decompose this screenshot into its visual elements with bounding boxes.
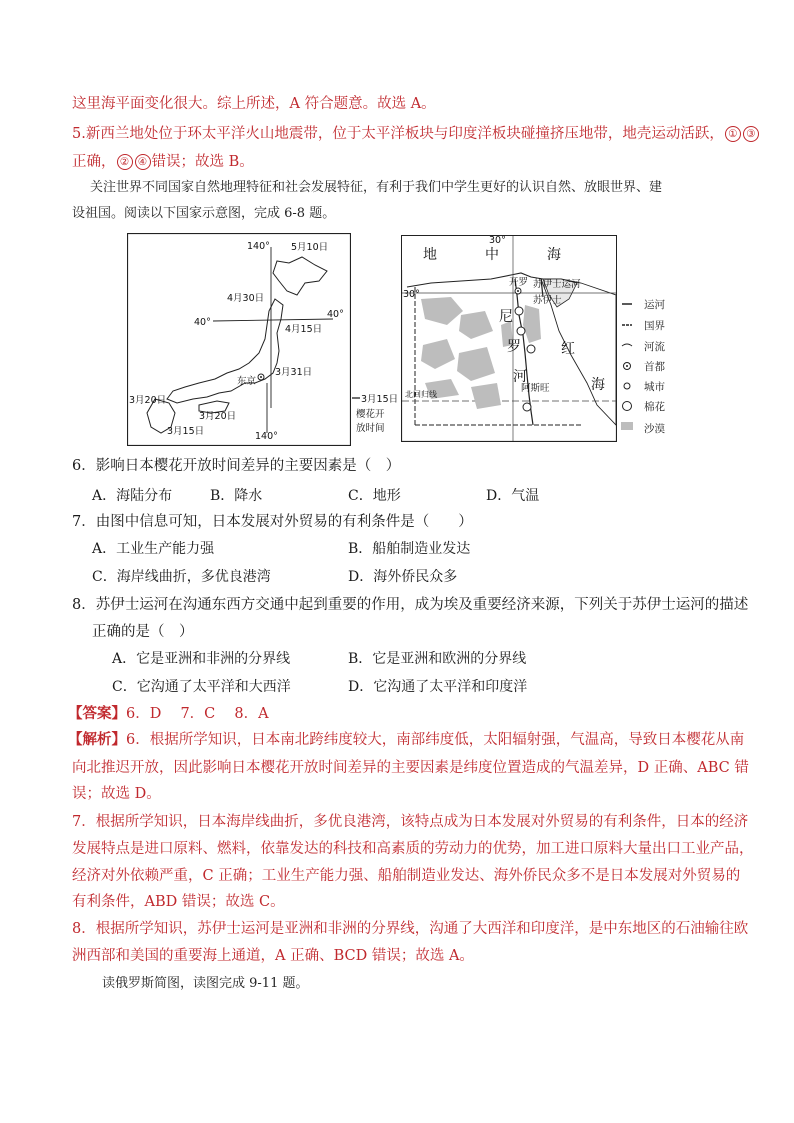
lbl-red-1: 红 [561, 341, 575, 357]
lbl-cairo: 开罗 [509, 277, 529, 288]
lbl-apr30: 4月30日 [227, 293, 265, 304]
circled-3: ③ [743, 126, 759, 142]
q7-stem: 7．由图中信息可知，日本发展对外贸易的有利条件是（ ） [72, 514, 473, 530]
analysis-p7-l3: 经济对外依赖严重，C 正确；工业生产能力强、船舶制造业发达、海外侨民众多不是日本发展对外贸易的 [72, 868, 741, 884]
legend-capital: 首都 [644, 361, 665, 373]
answer-tag: 【答案】 [68, 705, 126, 722]
lbl-40-left: 40° [194, 317, 211, 328]
lbl-med-3: 海 [547, 247, 561, 263]
intro-line1: 关注世界不同国家自然地理特征和社会发展特征，有利于我们中学生更好的认识自然、放眼世界、建 [90, 180, 663, 195]
lbl-red-2: 海 [591, 377, 605, 393]
analysis-p7-l2: 发展特点是进口原料、燃料，依靠发达的科技和高素质的劳动力的优势，加工进口原料大量出口工业产品， [72, 841, 754, 857]
q8-option-b: B．它是亚洲和欧洲的分界线 [348, 651, 527, 667]
lbl-30-left: 30° [403, 289, 420, 300]
q8-option-a: A．它是亚洲和非洲的分界线 [112, 651, 291, 667]
lbl-aswan: 阿斯旺 [521, 383, 550, 394]
legend-city-symbol [624, 383, 630, 389]
japan-map [127, 233, 351, 446]
lbl-nile-2: 罗 [507, 339, 521, 355]
analysis-line1 [68, 730, 744, 750]
legend-city: 城市 [644, 381, 665, 393]
analysis-p8-l2: 洲西部和美国的重要海上通道，A 正确、BCD 错误；故选 A。 [72, 948, 474, 964]
lbl-nile-3: 河 [513, 369, 527, 385]
sakura-legend [352, 390, 400, 440]
lbl-side-date: 3月15日 [361, 394, 399, 405]
circled-1: ① [725, 126, 741, 142]
q6-stem: 6．影响日本樱花开放时间差异的主要因素是（ ） [72, 458, 401, 474]
lbl-may10: 5月10日 [291, 242, 329, 253]
q7-option-b: B．船舶制造业发达 [348, 541, 471, 557]
lbl-mar31: 3月31日 [275, 367, 313, 378]
lbl-med-2: 中 [485, 247, 499, 263]
legend-river-symbol [622, 344, 632, 346]
q6-option-c: C．地形 [348, 488, 401, 504]
q8-option-d: D．它沟通了太平洋和印度洋 [348, 679, 528, 695]
analysis-p6-l3: 误；故选 D。 [72, 786, 161, 802]
lbl-140-bottom: 140° [255, 431, 278, 442]
lbl-side-text1: 樱花开 [356, 409, 385, 420]
analysis-p8-l1: 8．根据所学知识，苏伊士运河是亚洲和非洲的分界线，沟通了大西洋和印度洋，是中东地区的石油输往欧 [72, 921, 749, 937]
prev-explanation-line: 这里海平面变化很大。综上所述，A 符合题意。故选 A。 [72, 96, 436, 112]
legend-cotton: 棉花 [644, 401, 665, 413]
lbl-mar20b: 3月20日 [199, 411, 237, 422]
lbl-med-1: 地 [423, 247, 437, 263]
egypt-legend-symbols [620, 294, 636, 444]
lbl-40-right: 40° [327, 309, 344, 320]
q6-option-a: A．海陆分布 [92, 488, 173, 504]
q5-explanation-line1 [72, 124, 760, 144]
legend-desert: 沙漠 [644, 423, 665, 435]
lbl-140-top: 140° [247, 241, 270, 252]
analysis-p7-l4: 有利条件，ABD 错误；故选 C。 [72, 894, 285, 910]
lbl-tropic: 北回归线 [405, 390, 437, 399]
answer-line [68, 704, 269, 724]
circled-4: ④ [135, 154, 151, 170]
q5-text-part1: 5.新西兰地处位于环太平洋火山地震带，位于太平洋板块与印度洋板块碰撞挤压地带，地壳运动活跃， [72, 126, 724, 142]
q8-stem-line2: 正确的是（ ） [92, 624, 194, 640]
q5-text-part3: 错误；故选 B。 [151, 154, 254, 170]
q7-option-d: D．海外侨民众多 [348, 569, 458, 585]
q7-option-c: C．海岸线曲折，多优良港湾 [92, 569, 271, 585]
lbl-mar15: 3月15日 [167, 426, 205, 437]
answer-text: 6．D 7．C 8．A [126, 706, 269, 722]
q5-text-part2: 正确， [72, 154, 116, 170]
q8-stem-line1: 8．苏伊士运河在沟通东西方交通中起到重要的作用，成为埃及重要经济来源，下列关于苏伊士运河的描述 [72, 597, 749, 613]
legend-canal: 运河 [644, 299, 665, 311]
legend-river: 河流 [644, 341, 665, 353]
legend-desert-symbol [621, 422, 633, 430]
lbl-tokyo: 东京 [237, 376, 257, 387]
analysis-p6-l1: 6．根据所学知识，日本南北跨纬度较大，南部纬度低，太阳辐射强，气温高，导致日本樱花从南 [126, 732, 745, 748]
lbl-nile-1: 尼 [499, 309, 513, 325]
q7-option-a: A．工业生产能力强 [92, 541, 215, 557]
analysis-p6-l2: 向北推迟开放，因此影响日本樱花开放时间差异的主要因素是纬度位置造成的气温差异，D 正确、ABC 错 [72, 760, 749, 776]
intro-line2: 设祖国。阅读以下国家示意图，完成 6-8 题。 [72, 206, 336, 221]
q6-option-d: D．气温 [486, 488, 540, 504]
lbl-side-text2: 放时间 [356, 423, 385, 434]
lbl-30-top: 30° [489, 235, 506, 246]
circled-2: ② [117, 154, 133, 170]
q8-option-c: C．它沟通了太平洋和大西洋 [112, 679, 291, 695]
analysis-tag: 【解析】 [68, 731, 126, 748]
legend-border: 国界 [644, 320, 665, 332]
egypt-map [401, 235, 617, 442]
lbl-mar20a: 3月20日 [129, 395, 167, 406]
next-intro: 读俄罗斯简图，读图完成 9-11 题。 [102, 976, 309, 991]
lbl-apr15: 4月15日 [285, 324, 323, 335]
lbl-suez-canal: 苏伊士运河 [533, 279, 581, 290]
analysis-p7-l1: 7．根据所学知识，日本海岸线曲折，多优良港湾，该特点成为日本发展对外贸易的有利条件，日本的经济 [72, 814, 749, 830]
q5-explanation-line2 [72, 152, 254, 172]
lbl-suez: 苏伊士 [533, 295, 562, 306]
q6-option-b: B．降水 [210, 488, 263, 504]
legend-cotton-symbol [623, 402, 632, 411]
